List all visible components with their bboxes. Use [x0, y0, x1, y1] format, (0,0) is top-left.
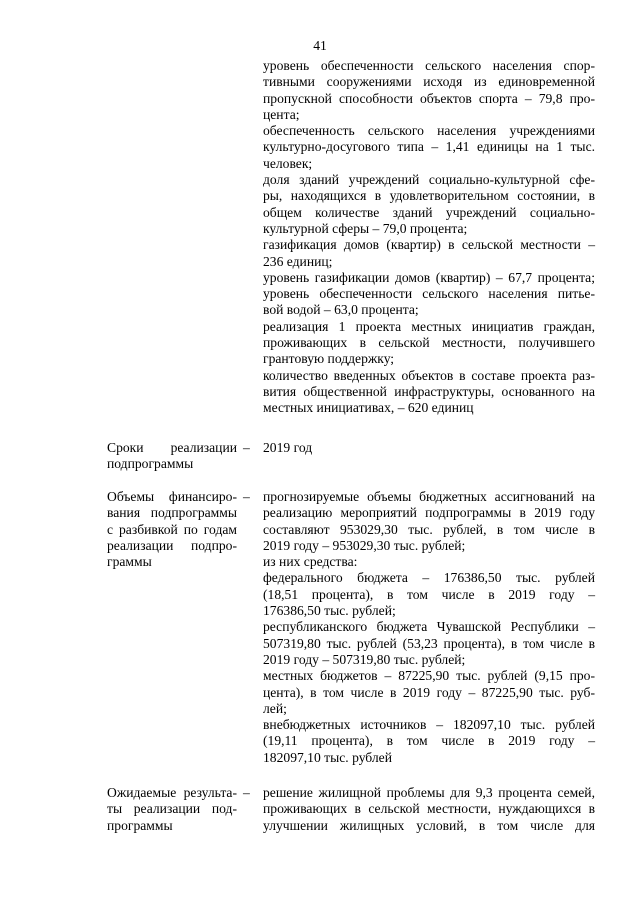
value-line: улучшении жилищных условий, в том числе для — [263, 817, 595, 833]
value-line: федерального бюджета – 176386,50 тыс. рублей — [263, 570, 595, 586]
label-line: Ожидаемые результа- — [107, 785, 237, 800]
value-line: составляют 953029,30 тыс. рублей, в том числе в — [263, 521, 595, 537]
section-value — [263, 440, 595, 456]
indicator-line: общем количестве зданий учреждений социально- — [263, 204, 595, 220]
dash-separator: – — [243, 785, 250, 800]
value-line: 507319,80 тыс. рублей (53,23 процента), в том числе в — [263, 635, 595, 651]
label-line: подпрограммы — [107, 456, 194, 472]
indicator-line: обеспеченность сельского населения учреждениями — [263, 123, 595, 139]
indicator-line: пропускной способности объектов спорта – 79,8 про- — [263, 90, 595, 106]
label-line: реализации подпро- — [107, 537, 237, 553]
value-line: местных бюджетов – 87225,90 тыс. рублей (9,15 про- — [263, 668, 595, 684]
indicator-line: уровень газификации домов (квартир) – 67,7 процента; — [263, 269, 595, 285]
value-line: реализацию мероприятий подпрограммы в 2019 году — [263, 505, 595, 521]
label-line: граммы — [107, 554, 152, 570]
section-value — [263, 489, 595, 766]
value-line: (19,11 процента), в том числе в 2019 году – — [263, 733, 595, 749]
value-line: внебюджетных источников – 182097,10 тыс. рублей — [263, 717, 595, 733]
indicator-line: человек; — [263, 155, 313, 171]
value-line: 176386,50 тыс. рублей; — [263, 603, 396, 619]
label-line: программы — [107, 817, 173, 833]
value-line: республиканского бюджета Чувашской Республики – — [263, 619, 595, 635]
value-line: (18,51 процента), в том числе в 2019 году – — [263, 586, 595, 602]
value-line: проживающих в сельской местности, нуждающихся в — [263, 801, 595, 817]
label-line: Объемы финансиро- — [107, 489, 237, 504]
indicator-line: вой водой – 63,0 процента; — [263, 302, 419, 318]
indicator-line: грантовую поддержку; — [263, 351, 395, 367]
value-line: 2019 год — [263, 440, 313, 455]
dash-separator: – — [243, 440, 250, 455]
label-line: ты реализации под- — [107, 801, 237, 817]
value-line: решение жилищной проблемы для 9,3 процента семей, — [263, 785, 595, 800]
indicator-line: уровень обеспеченности сельского населения питье- — [263, 286, 595, 302]
value-line: 2019 году – 507319,80 тыс. рублей; — [263, 651, 466, 667]
value-line: цента), в том числе в 2019 году – 87225,90 тыс. руб- — [263, 684, 595, 700]
indicator-line: количество введенных объектов в составе проекта раз- — [263, 367, 595, 383]
indicator-line: тивными сооружениями исходя из единовременной — [263, 74, 595, 90]
value-line: 182097,10 тыс. рублей — [263, 749, 392, 765]
value-line: из них средства: — [263, 554, 358, 570]
dash-separator: – — [243, 489, 250, 504]
section-label — [107, 785, 237, 834]
section-label — [107, 440, 237, 473]
value-line: лей; — [263, 700, 287, 716]
indicators-continuation — [263, 58, 595, 417]
indicator-line: уровень обеспеченности сельского населения спор- — [263, 58, 595, 73]
indicator-line: цента; — [263, 106, 300, 122]
indicator-line: доля зданий учреждений социально-культурной сфе- — [263, 172, 595, 188]
label-line: с разбивкой по годам — [107, 521, 237, 537]
label-line: вания подпрограммы — [107, 505, 237, 521]
indicator-line: газификация домов (квартир) в сельской местности – — [263, 237, 595, 253]
indicator-line: местных инициативах, – 620 единиц — [263, 400, 474, 416]
section-label — [107, 489, 237, 570]
label-line: Сроки реализации — [107, 440, 237, 455]
indicator-line: культурной сферы – 79,0 процента; — [263, 220, 468, 236]
section-value — [263, 785, 595, 834]
value-line: 2019 году – 953029,30 тыс. рублей; — [263, 537, 466, 553]
indicator-line: 236 единиц; — [263, 253, 333, 269]
indicator-line: ры, находящихся в удовлетворительном состоянии, в — [263, 188, 595, 204]
indicator-line: проживающих в сельской местности, получившего — [263, 335, 595, 351]
indicator-line: культурно-досугового типа – 1,41 единицы на 1 тыс. — [263, 139, 595, 155]
value-line: прогнозируемые объемы бюджетных ассигнований на — [263, 489, 595, 504]
page-number: 41 — [313, 38, 327, 53]
indicator-line: вития общественной инфраструктуры, основанного на — [263, 383, 595, 399]
indicator-line: реализация 1 проекта местных инициатив граждан, — [263, 318, 595, 334]
